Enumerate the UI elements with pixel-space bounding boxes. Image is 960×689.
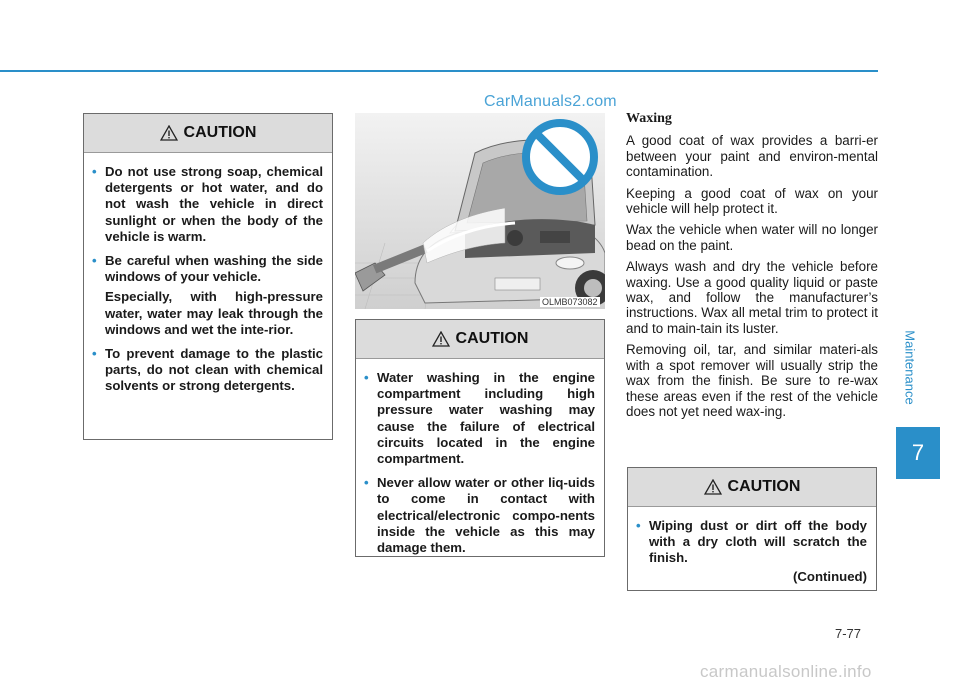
figure-code: OLMB073082	[542, 297, 598, 307]
paragraph: A good coat of wax provides a barri-er between your paint and environ-mental contamination.	[626, 133, 878, 180]
page-number: 7-77	[835, 626, 862, 641]
caution-title: CAUTION	[183, 124, 257, 141]
caution-box-right	[627, 467, 877, 591]
bullet-icon: •	[364, 370, 369, 385]
caution-header	[84, 114, 332, 153]
caution-item: • Do not use strong soap, chemical detergents or hot water, and do not wash the vehicle in direct sunlight or when the body of the vehicle is warm.	[92, 164, 323, 244]
warning-triangle-icon	[432, 331, 450, 347]
car-illustration-graphic	[355, 113, 605, 309]
warning-triangle-icon	[704, 479, 722, 495]
caution-item: • Water washing in the engine compartment including high pressure water washing may cause the failure of electrical circuits located in the engine compartment.	[364, 370, 595, 467]
bullet-icon: •	[92, 164, 97, 179]
paragraph: Removing oil, tar, and similar materi-als with a spot remover will usually strip the wax from the finish. Be sure to re-wax these areas even if the rest of the vehicle does not yet need wax-ing.	[626, 342, 878, 419]
top-rule	[0, 70, 878, 72]
caution-box-left	[83, 113, 333, 440]
engine-washing-illustration	[355, 113, 605, 309]
bullet-icon: •	[92, 253, 97, 269]
caution-header	[628, 468, 876, 507]
section-side-label: Maintenance	[902, 330, 918, 405]
continued-note: (Continued)	[793, 568, 867, 584]
caution-title: CAUTION	[727, 478, 801, 495]
caution-item: • Be careful when washing the side windows of your vehicle.	[92, 253, 323, 285]
watermark-top: CarManuals2.com	[484, 93, 617, 110]
bullet-icon: •	[92, 346, 97, 362]
caution-subtext: Especially, with high-pressure water, water may leak through the windows and wet the inte-rior.	[105, 289, 323, 337]
chapter-tab: 7	[896, 427, 940, 479]
caution-item: • Never allow water or other liq-uids to come in contact with electrical/electronic compo-nents inside the vehicle as this may damage them.	[364, 475, 595, 556]
paragraph: Keeping a good coat of wax on your vehicle will help protect it.	[626, 185, 878, 217]
waxing-section	[626, 111, 878, 425]
section-heading: Waxing	[626, 111, 672, 126]
watermark-bottom: carmanualsonline.info	[700, 662, 872, 681]
bullet-icon: •	[364, 475, 369, 491]
caution-item: • To prevent damage to the plastic parts, do not clean with chemical solvents or strong detergents.	[92, 346, 323, 394]
caution-box-middle	[355, 319, 605, 557]
paragraph: Always wash and dry the vehicle before waxing. Use a good quality liquid or paste wax, and follow the manufacturer’s instructions. Wax all metal trim to protect it and to main-tain its luster.	[626, 259, 878, 336]
caution-item: • Wiping dust or dirt off the body with a dry cloth will scratch the finish.	[636, 518, 867, 566]
bullet-icon: •	[636, 518, 641, 533]
warning-triangle-icon	[160, 125, 178, 141]
caution-header	[356, 320, 604, 359]
paragraph: Wax the vehicle when water will no longer bead on the paint.	[626, 222, 878, 253]
caution-title: CAUTION	[455, 330, 529, 347]
